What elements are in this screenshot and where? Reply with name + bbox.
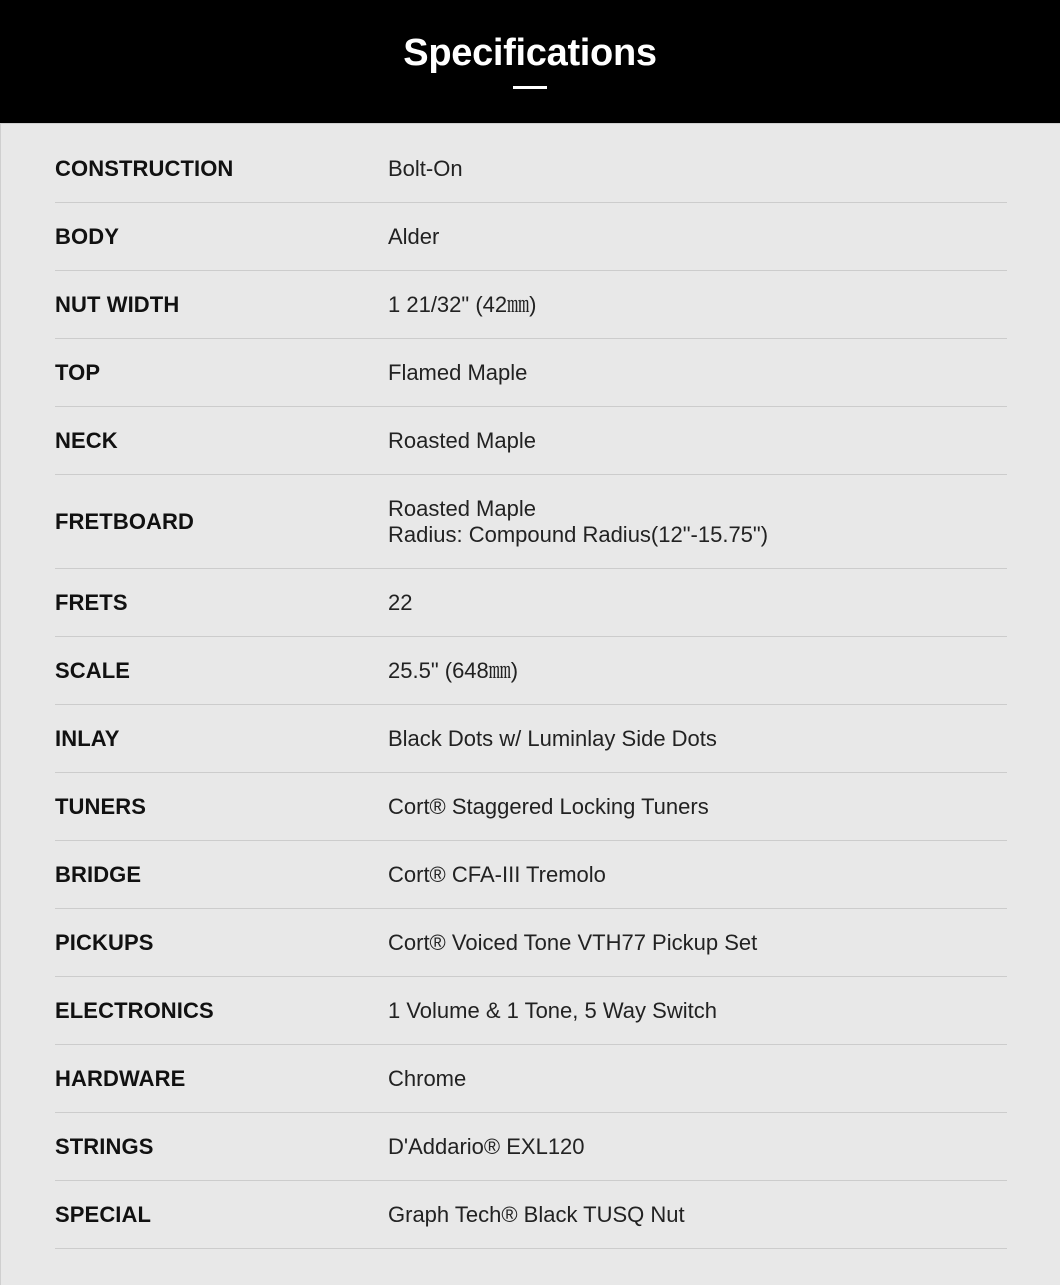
spec-value: 25.5" (648㎜) (388, 657, 519, 683)
spec-row-special (55, 1181, 1007, 1249)
spec-label: CONSTRUCTION (55, 155, 234, 181)
spec-row-neck (55, 407, 1007, 475)
spec-label: STRINGS (55, 1133, 154, 1159)
spec-row-strings (55, 1113, 1007, 1181)
spec-label: PICKUPS (55, 929, 154, 955)
spec-row-fretboard (55, 475, 1007, 569)
spec-value-line: Radius: Compound Radius(12"-15.75") (388, 521, 769, 547)
page-title: Specifications (403, 32, 657, 74)
spec-row-top (55, 339, 1007, 407)
spec-value: D'Addario® EXL120 (388, 1133, 585, 1159)
spec-row-nut-width (55, 271, 1007, 339)
spec-label: FRETBOARD (55, 508, 195, 534)
spec-label: FRETS (55, 589, 128, 615)
spec-row-inlay (55, 705, 1007, 773)
spec-label: NUT WIDTH (55, 291, 180, 317)
title-underline (513, 86, 547, 89)
spec-row-pickups (55, 909, 1007, 977)
spec-row-scale (55, 637, 1007, 705)
specifications-header (0, 0, 1060, 123)
spec-value: Black Dots w/ Luminlay Side Dots (388, 725, 717, 751)
spec-value: Bolt-On (388, 155, 463, 181)
spec-row-tuners (55, 773, 1007, 841)
spec-value: 22 (388, 589, 413, 615)
spec-value: Flamed Maple (388, 359, 528, 385)
spec-row-construction (55, 135, 1007, 203)
specifications-panel (0, 123, 1060, 1285)
spec-row-body (55, 203, 1007, 271)
spec-value: 1 Volume & 1 Tone, 5 Way Switch (388, 997, 717, 1023)
spec-value-line: Roasted Maple (388, 495, 536, 521)
spec-row-electronics (55, 977, 1007, 1045)
spec-value (388, 496, 1007, 548)
spec-row-frets (55, 569, 1007, 637)
spec-label: ELECTRONICS (55, 997, 214, 1023)
spec-value: Chrome (388, 1065, 467, 1091)
spec-label: HARDWARE (55, 1065, 186, 1091)
spec-label: BODY (55, 223, 119, 249)
spec-label: TUNERS (55, 793, 147, 819)
spec-label: INLAY (55, 725, 120, 751)
spec-row-hardware (55, 1045, 1007, 1113)
spec-label: TOP (55, 359, 101, 385)
spec-value: Cort® Staggered Locking Tuners (388, 793, 709, 819)
spec-value: Graph Tech® Black TUSQ Nut (388, 1201, 685, 1227)
spec-value: Roasted Maple (388, 427, 536, 453)
spec-table (55, 135, 1007, 1249)
spec-value: Alder (388, 223, 440, 249)
spec-label: SPECIAL (55, 1201, 152, 1227)
spec-label: SCALE (55, 657, 131, 683)
spec-label: BRIDGE (55, 861, 142, 887)
spec-row-bridge (55, 841, 1007, 909)
spec-label: NECK (55, 427, 118, 453)
spec-value: 1 21/32" (42㎜) (388, 291, 537, 317)
spec-value: Cort® CFA-III Tremolo (388, 861, 606, 887)
spec-value: Cort® Voiced Tone VTH77 Pickup Set (388, 929, 758, 955)
